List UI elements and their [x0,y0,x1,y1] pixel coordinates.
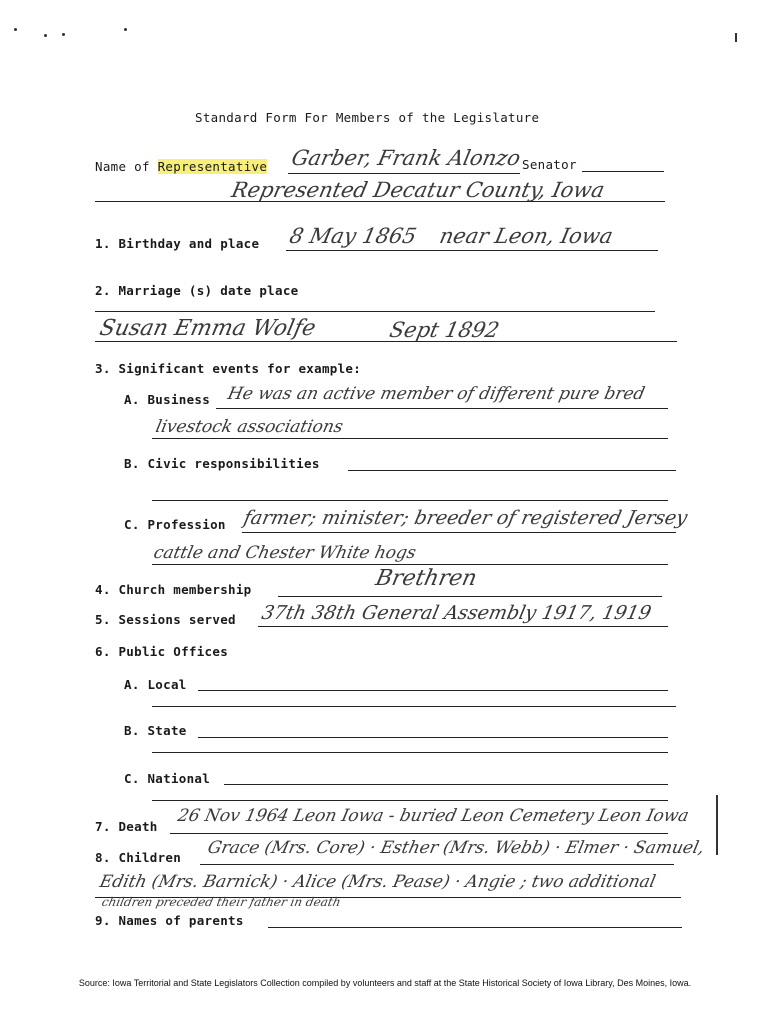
business-line-2 [152,438,668,439]
children-line-1 [200,864,674,865]
name-value: Garber, Frank Alonzo [289,146,523,170]
profession-value-2: cattle and Chester White hogs [151,543,418,563]
represented-value: Represented Decatur County, Iowa [229,178,607,202]
sessions-value: 37th 38th General Assembly 1917, 1919 [259,602,654,624]
birthday-label: 1. Birthday and place [95,236,260,251]
parents-label: 9. Names of parents [95,913,244,928]
offices-label: 6. Public Offices [95,644,229,659]
church-line [278,596,662,597]
profession-line-2 [152,564,668,565]
civic-line-1 [348,470,676,471]
national-line-2 [152,800,668,801]
profession-label: C. Profession [124,517,226,532]
local-line-1 [198,690,668,691]
scan-mark [735,33,737,42]
business-label: A. Business [124,392,211,407]
church-value: Brethren [373,566,480,591]
name-of-text: Name of [95,159,150,174]
senator-line [582,171,664,172]
scan-speck [44,34,47,37]
events-label: 3. Significant events for example: [95,361,362,376]
profession-value-1: farmer; minister; breeder of registered Jersey [241,507,690,529]
state-line-1 [198,737,668,738]
marriage-label: 2. Marriage (s) date place [95,283,299,298]
children-value-1: Grace (Mrs. Core) · Esther (Mrs. Webb) · Elmer · Samuel, [205,838,707,858]
scan-speck [124,28,127,31]
source-footer: Source: Iowa Territorial and State Legislators Collection compiled by volunteers and staff at the State Historical Society of Iowa Library, Des Moines, Iowa. [78,978,692,988]
scan-speck [14,28,17,31]
civic-line-2 [152,500,668,501]
birthday-date: 8 May 1865 [287,224,419,248]
death-value: 26 Nov 1964 Leon Iowa - buried Leon Cemetery Leon Iowa [175,806,691,826]
marriage-line-2 [95,341,677,342]
represented-line [95,201,665,202]
sessions-label: 5. Sessions served [95,612,236,627]
profession-line-1 [242,532,676,533]
state-label: B. State [124,723,187,738]
birthday-place: near Leon, Iowa [437,224,616,248]
business-value-2: livestock associations [153,417,345,437]
representative-label: Representative [157,159,268,174]
name-line [288,173,520,174]
national-line-1 [224,784,668,785]
local-line-2 [152,706,676,707]
scan-speck [62,33,65,36]
name-label [95,159,267,174]
form-title: Standard Form For Members of the Legislature [195,110,540,125]
civic-label: B. Civic responsibilities [124,456,320,471]
marriage-line-1 [95,311,655,312]
senator-label: Senator [522,157,577,172]
children-label: 8. Children [95,850,182,865]
death-label: 7. Death [95,819,158,834]
children-value-2: Edith (Mrs. Barnick) · Alice (Mrs. Pease) · Angie ; two additional [97,872,658,892]
birthday-line [286,250,658,251]
children-value-3: children preceded their father in death [100,895,343,909]
spouse-value: Susan Emma Wolfe [97,316,318,341]
business-line-1 [216,408,668,409]
margin-mark [716,795,718,855]
parents-line [268,927,682,928]
state-line-2 [152,752,668,753]
business-value-1: He was an active member of different pure bred [225,384,647,404]
death-line [170,833,668,834]
marriage-date-value: Sept 1892 [387,318,502,342]
national-label: C. National [124,771,211,786]
sessions-line [258,626,668,627]
local-label: A. Local [124,677,187,692]
church-label: 4. Church membership [95,582,252,597]
